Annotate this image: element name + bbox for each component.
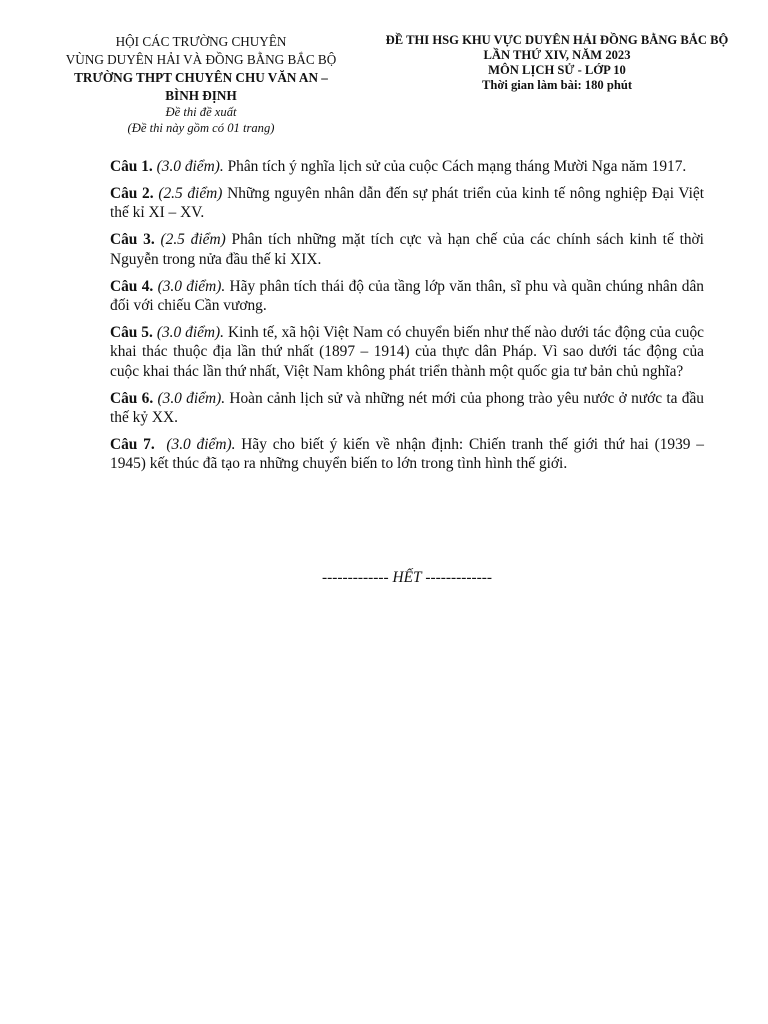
question-4	[110, 277, 704, 316]
question-points: (3.0 điểm).	[157, 277, 226, 295]
question-points: (3.0 điểm).	[156, 158, 224, 175]
question-label: Câu 5.	[110, 323, 153, 341]
question-text: Những nguyên nhân dẫn đến sự phát triển của kinh tế nông nghiệp Đại Việt thế kỉ XI – XV.	[110, 184, 704, 222]
question-label: Câu 6.	[110, 389, 154, 407]
association-name: HỘI CÁC TRƯỜNG CHUYÊN	[115, 34, 287, 49]
question-2	[110, 184, 704, 223]
question-text: Phân tích ý nghĩa lịch sử của cuộc Cách mạng tháng Mười Nga năm 1917.	[227, 158, 687, 175]
end-marker	[110, 568, 704, 588]
question-7	[110, 435, 704, 474]
header-left-block	[40, 33, 362, 136]
region-name: VÙNG DUYÊN HẢI VÀ ĐỒNG BẰNG BẮC BỘ	[65, 52, 337, 67]
question-list	[110, 157, 704, 481]
end-dashes-right: -------------	[425, 569, 493, 586]
question-label: Câu 4.	[110, 277, 154, 295]
question-text: Hoàn cảnh lịch sử và những nét mới của phong trào yêu nước ở nước ta đầu thế kỷ XX.	[110, 389, 704, 426]
question-label: Câu 7.	[110, 435, 155, 453]
end-dashes-left: -------------	[321, 569, 389, 586]
exam-header	[40, 33, 760, 143]
exam-edition: LẦN THỨ XIV, NĂM 2023	[483, 48, 631, 62]
question-points: (3.0 điểm).	[157, 389, 226, 407]
question-label: Câu 2.	[110, 184, 154, 202]
exam-duration: Thời gian làm bài: 180 phút	[481, 78, 633, 92]
question-points: (2.5 điểm)	[160, 231, 226, 249]
question-text: Phân tích những mặt tích cực và hạn chế của các chính sách kinh tế thời Nguyễn trong nửa đầu thế kỉ XIX.	[110, 231, 704, 268]
end-word: HẾT	[392, 569, 422, 586]
question-1	[110, 157, 704, 176]
exam-subject: MÔN LỊCH SỬ - LỚP 10	[488, 63, 626, 77]
page-count-note: (Đề thi này gồm có 01 trang)	[127, 120, 275, 135]
question-text: Hãy cho biết ý kiến về nhận định: Chiến tranh thế giới thứ hai (1939 – 1945) kết thúc đã tạo ra những chuyển biến to lớn trong tình hình thế giới.	[110, 435, 704, 473]
question-label: Câu 3.	[110, 231, 155, 249]
question-points: (3.0 điểm).	[156, 323, 225, 341]
school-name-line2: BÌNH ĐỊNH	[165, 88, 237, 103]
exam-title: ĐỀ THI HSG KHU VỰC DUYÊN HẢI ĐỒNG BẰNG BẮC BỘ	[385, 33, 729, 47]
question-label: Câu 1.	[110, 158, 153, 175]
question-points: (3.0 điểm).	[166, 435, 236, 453]
question-3	[110, 230, 704, 269]
school-name-line1: TRƯỜNG THPT CHUYÊN CHU VĂN AN –	[74, 70, 328, 85]
proposal-label: Đề thi đề xuất	[165, 105, 237, 119]
question-text: Hãy phân tích thái độ của tầng lớp văn thân, sĩ phu và quần chúng nhân dân đối với chiếu Cần vương.	[110, 277, 705, 314]
question-6	[110, 389, 704, 428]
question-text: Kinh tế, xã hội Việt Nam có chuyển biến như thế nào dưới tác động của cuộc khai thác thuộc địa lần thứ nhất (1897 – 1914) của thực dân Pháp. Vì sao dưới tác động của cuộc khai thác lần thứ nhất, Việt Nam không phát triển thành một quốc gia tư bản chủ nghĩa?	[110, 323, 704, 380]
header-right-block	[354, 33, 760, 93]
question-5	[110, 323, 704, 381]
question-points: (2.5 điểm)	[158, 184, 223, 202]
